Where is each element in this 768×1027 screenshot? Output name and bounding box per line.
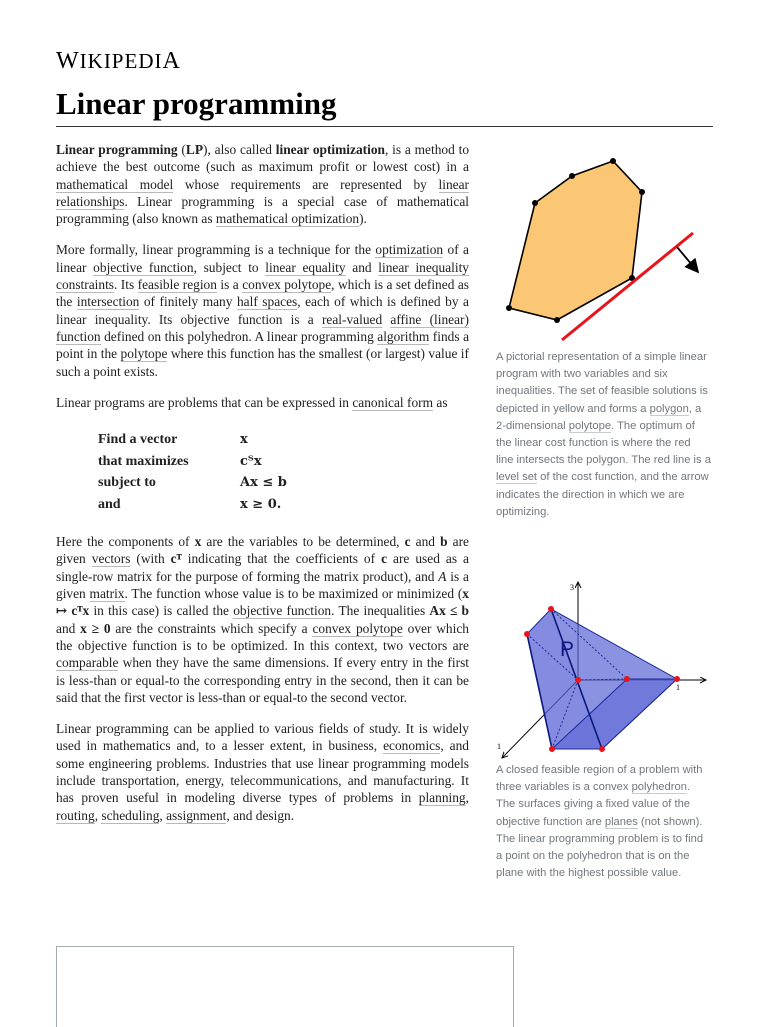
components-paragraph [56, 533, 469, 706]
text: are the constraints which specify a [110, 620, 313, 636]
text: (with [130, 551, 171, 567]
wordmark-w: W [56, 48, 80, 74]
link-objective-function[interactable]: objective function [233, 603, 332, 619]
link-vectors[interactable]: vectors [91, 551, 131, 567]
text: are given [56, 534, 469, 567]
figure-2d-polygon[interactable] [496, 150, 710, 346]
math-a: A [438, 568, 447, 584]
vertex [549, 746, 555, 752]
link-economics[interactable]: economics [383, 738, 441, 754]
vertex [599, 746, 605, 752]
article-body [56, 141, 469, 838]
text: (not shown). The linear programming problem is to find a point on the polyhedron that is on the plane with the highest possible value. [496, 815, 704, 880]
text: where this function has the smallest (or largest) value if such a point exists. [56, 346, 469, 379]
text: . Linear programming is a special case of mathematical programming (also known as [56, 193, 469, 227]
text: , [159, 807, 167, 823]
link-optimization[interactable]: optimization [375, 242, 444, 258]
lp-row [98, 451, 287, 473]
link-half-spaces[interactable]: half spaces [236, 294, 298, 310]
polyhedron [527, 609, 677, 749]
link-assignment[interactable]: assignment [166, 807, 227, 823]
link-polytope[interactable]: polytope [568, 419, 612, 432]
intro-paragraph [56, 141, 469, 227]
lp-expr: Ax ≤ b [240, 475, 287, 491]
text: is a [216, 277, 243, 293]
text: in this case) is called the [89, 603, 234, 619]
text: . The optimum of the linear cost function is where the red line intersects the polygon. The red line is a [496, 419, 711, 467]
text: ). [359, 211, 367, 227]
math-ct: cᵀ [170, 551, 182, 567]
text: defined on this polyhedron. A linear programming [100, 328, 378, 344]
vertex [506, 305, 512, 311]
text: . Its [114, 277, 138, 293]
link-convex-polytope[interactable]: convex polytope [312, 620, 403, 636]
link-linear-inequality[interactable]: linear inequality [378, 259, 469, 275]
lp-row [98, 429, 287, 451]
text: . The surfaces giving a fixed value of the objective function are [496, 781, 691, 828]
link-polygon[interactable]: polygon [649, 402, 689, 415]
text: indicating that the coefficients of [181, 551, 382, 567]
link-real-valued[interactable]: real-valued [321, 311, 383, 327]
term-lp-abbr: LP [185, 142, 204, 157]
lp-row [98, 494, 287, 516]
text: , subject to [193, 259, 266, 275]
vertex [610, 158, 616, 164]
text: Linear programming can be applied to various fields of study. It is widely used in mathematics and, to a lesser extent, in business, [56, 721, 469, 754]
math-c: c [381, 551, 388, 567]
text: and [56, 620, 81, 636]
lp-expr: x ≥ 0. [240, 496, 282, 512]
text: More formally, linear programming is a technique for the [56, 242, 376, 258]
contents-box [56, 946, 514, 1027]
lp-label: subject to [98, 475, 156, 491]
text: , and design. [226, 807, 295, 823]
wordmark-end: A [162, 48, 181, 74]
term-linear-optimization: linear optimization [275, 142, 385, 157]
text: ( [177, 142, 186, 157]
text: ), also called [203, 142, 276, 157]
text: , is a method to achieve the best outcome (such as maximum profit or lowest cost) in a [56, 142, 470, 175]
link-scheduling[interactable]: scheduling [101, 807, 160, 823]
text: whose requirements are represented by [173, 176, 439, 192]
text: Linear programs are problems that can be expressed in [56, 394, 353, 410]
math-c: c [404, 534, 411, 550]
link-convex-polytope[interactable]: convex polytope [242, 277, 332, 293]
axis-label-y: 1 [497, 742, 501, 751]
math-x: x [194, 534, 202, 550]
lp-expr: x [240, 432, 248, 448]
text: when they have the same dimensions. If every entry in the first is less-than or equal-to the corresponding entry in the second, then it can be said that the first vector is less-than or equal-to the second vector. [56, 655, 469, 705]
link-mathematical-optimization[interactable]: mathematical optimization [215, 211, 360, 227]
term-lp: Linear programming [56, 142, 178, 157]
link-constraints[interactable]: constraints [56, 277, 115, 293]
vertex [524, 631, 530, 637]
text: , which is a set defined as the [56, 277, 469, 310]
link-objective-function[interactable]: objective function [93, 259, 194, 275]
text: over which the objective function is to be optimized. In this context, two vectors are [56, 620, 469, 653]
text: and [410, 534, 441, 550]
figure-3d-caption [496, 762, 711, 882]
link-polyhedron[interactable]: polyhedron [631, 781, 687, 794]
math-b: b [440, 534, 448, 550]
text: , [94, 807, 102, 823]
figure-3d-polyhedron[interactable] [494, 572, 716, 762]
link-canonical-form[interactable]: canonical form [352, 394, 434, 410]
math-ineq-1: Ax ≤ b [429, 603, 469, 619]
vertex [674, 676, 680, 682]
formal-paragraph [56, 241, 469, 379]
axis-label-z: 3 [570, 583, 574, 592]
lp-label: that maximizes [98, 453, 189, 469]
wikipedia-wordmark[interactable] [56, 48, 181, 75]
text: A pictorial representation of a simple linear program with two variables and six inequalities. The set of feasible solutions is depicted in yellow and forms a [496, 351, 708, 415]
link-comparable[interactable]: comparable [56, 655, 119, 671]
link-feasible-region[interactable]: feasible region [137, 277, 217, 293]
lp-canonical-form [98, 429, 287, 515]
lp-label: and [98, 496, 121, 512]
vertex [532, 200, 538, 206]
text: finds a point in the [56, 328, 470, 362]
text: are used as a single-row matrix for the purpose of forming the matrix product), and [56, 551, 469, 584]
vertex [569, 173, 575, 179]
text: A closed feasible region of a problem with three variables is a convex [496, 764, 703, 794]
link-intersection[interactable]: intersection [76, 294, 140, 310]
lp-expr: cᵀx [240, 453, 262, 469]
vertex [548, 606, 554, 612]
math-ineq-2: x ≥ 0 [80, 620, 111, 636]
vertex [624, 676, 630, 682]
text: , and some engineering problems. Industries that use linear programming models include transportation, energy, telecommunications, and manufacturing. It has proven useful in modeling diverse types of problems in [56, 738, 469, 806]
polyhedron-label-p: P [560, 638, 575, 661]
text: are the variables to be determined, [201, 534, 405, 550]
link-level-set[interactable]: level set [496, 471, 538, 484]
vertex [554, 317, 560, 323]
link-polytope[interactable]: polytope [120, 346, 168, 362]
vertex [639, 189, 645, 195]
vertex [575, 677, 581, 683]
canonical-paragraph [56, 394, 469, 411]
link-planning[interactable]: planning [418, 790, 466, 806]
optimization-direction-arrow [677, 247, 698, 272]
link-planes[interactable]: planes [604, 815, 638, 828]
text: , [465, 790, 469, 806]
text: . The function whose value is to be maximized or minimized ( [124, 586, 463, 602]
feasible-polygon [509, 161, 642, 320]
figure-2d-caption [496, 349, 711, 521]
link-linear-equality[interactable]: linear equality [265, 259, 346, 275]
text: and [345, 259, 379, 275]
link-matrix[interactable]: matrix [89, 586, 125, 602]
text: is a given [56, 568, 469, 602]
link-algorithm[interactable]: algorithm [377, 328, 430, 344]
math-map: x ↦ cᵀx [56, 586, 469, 619]
applications-paragraph [56, 720, 469, 824]
text: Here the components of [56, 534, 195, 550]
text: of the cost function, and the arrow indicates the direction in which we are optimizing. [496, 471, 709, 518]
text: , a 2-dimensional [496, 402, 702, 432]
lp-row [98, 472, 287, 494]
axis-label-x: 1 [676, 683, 680, 692]
wordmark-rest: IKIPEDI [79, 49, 163, 73]
lp-label: Find a vector [98, 432, 178, 448]
link-mathematical-model[interactable]: mathematical model [56, 176, 174, 192]
link-routing[interactable]: routing [56, 807, 95, 823]
link-affine-function[interactable]: affine (linear) function [56, 311, 469, 344]
title-divider [56, 126, 713, 127]
text: . The inequalities [331, 603, 430, 619]
text: as [433, 394, 448, 410]
page-title: Linear programming [56, 86, 337, 121]
text: of a linear [56, 242, 469, 275]
text: of finitely many [139, 294, 237, 310]
text: , each of which is defined by a linear inequality. Its objective function is a [56, 294, 469, 327]
link-linear-relationships[interactable]: linear relationships [56, 176, 469, 209]
